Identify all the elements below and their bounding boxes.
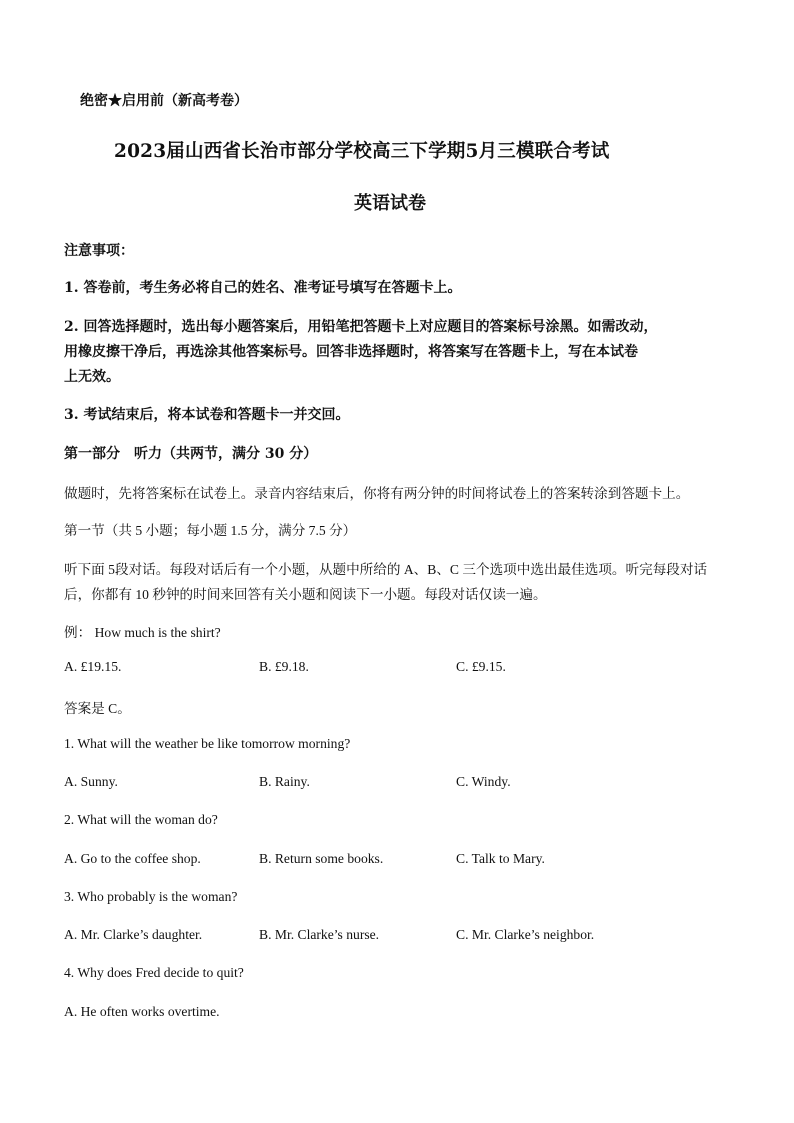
q2-option-a: A. Go to the coffee shop. (64, 851, 201, 866)
q1-option-a: A. Sunny. (64, 774, 118, 789)
question-2: 2. What will the woman do? (64, 812, 218, 827)
question-4: 4. Why does Fred decide to quit? (64, 965, 244, 980)
example-question: 例： How much is the shirt? (64, 625, 221, 640)
q3-option-a: A. Mr. Clarke’s daughter. (64, 927, 203, 942)
question-1: 1. What will the weather be like tomorrow morning? (64, 736, 351, 751)
notice-item: 用橡皮擦干净后，再选涂其他答案标号。回答非选择题时，将答案写在答题卡上，写在本试卷 (64, 344, 638, 360)
section1-heading: 第一节（共 5 小题；每小题 1.5 分，满分 7.5 分） (64, 523, 357, 538)
directions-line: 后，你都有 10 秒钟的时间来回答有关小题和阅读下一小题。每段对话仅读一遍。 (64, 587, 547, 602)
example-answer: 答案是 C。 (64, 701, 131, 716)
q1-option-b: B. Rainy. (259, 774, 310, 789)
q4-option-a: A. He often works overtime. (64, 1004, 220, 1019)
part1-heading: 第一部分 听力（共两节，满分 30 分） (64, 446, 318, 462)
part1-instruction: 做题时，先将答案标在试卷上。录音内容结束后，你将有两分钟的时间将试卷上的答案转涂到答题卡上。 (64, 486, 690, 501)
q1-option-c: C. Windy. (456, 774, 511, 789)
exam-subtitle: 英语试卷 (354, 193, 426, 214)
exam-title: 2023届山西省长治市部分学校高三下学期5月三模联合考试 (114, 141, 610, 162)
example-option-c: C. £9.15. (456, 659, 506, 674)
example-option-a: A. £19.15. (64, 659, 122, 674)
notice-heading: 注意事项： (64, 243, 134, 259)
example-option-b: B. £9.18. (259, 659, 309, 674)
notice-item: 上无效。 (64, 369, 120, 385)
notice-item: 2. 回答选择题时，选出每小题答案后，用铅笔把答题卡上对应题目的答案标号涂黑。如需改动， (64, 319, 658, 335)
notice-item: 3. 考试结束后，将本试卷和答题卡一并交回。 (64, 407, 350, 423)
question-3: 3. Who probably is the woman? (64, 889, 238, 904)
q3-option-c: C. Mr. Clarke’s neighbor. (456, 927, 595, 942)
notice-item: 1. 答卷前，考生务必将自己的姓名、准考证号填写在答题卡上。 (64, 280, 462, 296)
q2-option-c: C. Talk to Mary. (456, 851, 545, 866)
directions-line: 听下面 5段对话。每段对话后有一个小题，从题中所给的 A、B、C 三个选项中选出最佳选项。听完每段对话 (64, 562, 708, 577)
confidential-label: 绝密★启用前（新高考卷） (80, 93, 248, 109)
q2-option-b: B. Return some books. (259, 851, 384, 866)
q3-option-b: B. Mr. Clarke’s nurse. (259, 927, 380, 942)
